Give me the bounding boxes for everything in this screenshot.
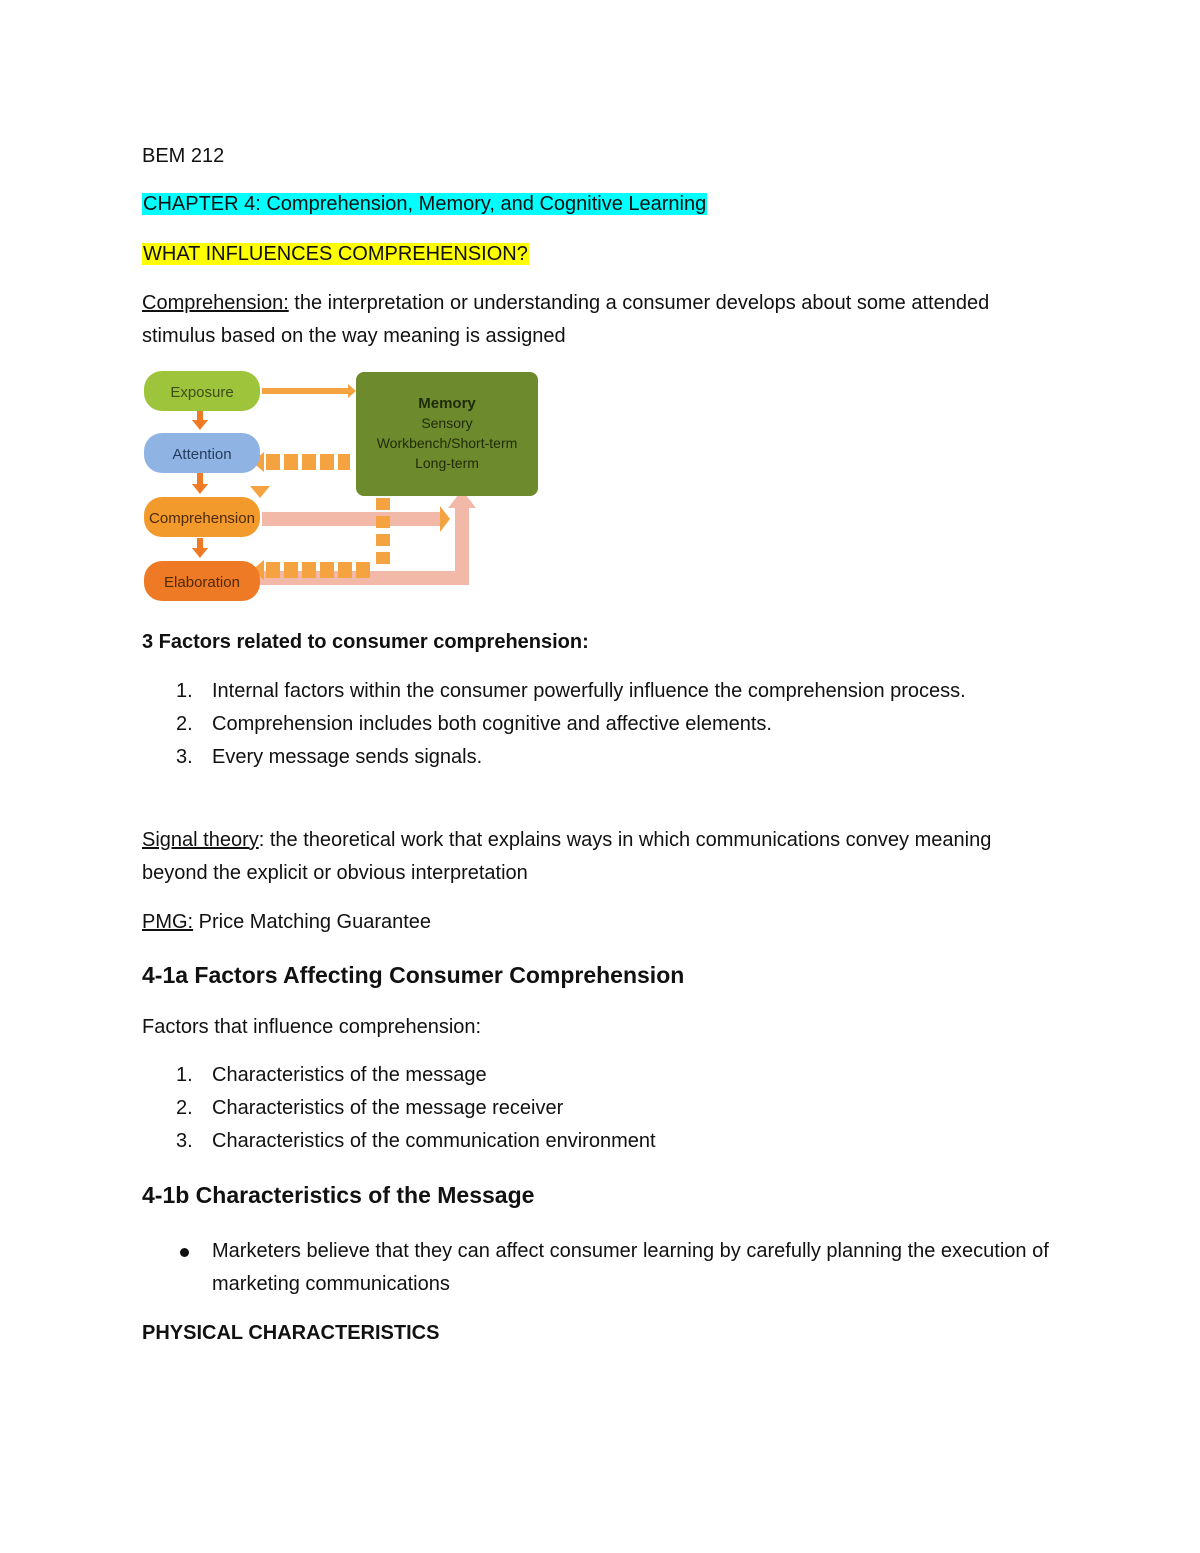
exposure-label: Exposure: [170, 384, 234, 401]
list-item: 1. Characteristics of the message: [176, 1064, 487, 1086]
physical-characteristics-heading: PHYSICAL CHARACTERISTICS: [142, 1322, 440, 1344]
memory-box: [356, 372, 538, 496]
comprehension-term: Comprehension:: [142, 292, 289, 314]
signal-theory-term: Signal theory: [142, 829, 259, 851]
factors-heading: 3 Factors related to consumer comprehension:: [142, 631, 589, 653]
memory-title: Memory: [418, 395, 476, 412]
comprehension-definition: [142, 287, 1062, 353]
signal-theory-text: : the theoretical work that explains ways in which communications convey meaning beyond the explicit or obvious interpretation: [142, 829, 992, 884]
memory-to-attention-arrow: [252, 452, 350, 472]
exposure-arrowhead: [348, 384, 356, 398]
elaboration-label: Elaboration: [164, 574, 240, 591]
pmg-term: PMG:: [142, 911, 194, 933]
chapter-title: [142, 188, 707, 221]
factors-list: [142, 675, 1102, 774]
section-4-1a-heading: 4-1a Factors Affecting Consumer Comprehension: [142, 962, 685, 988]
comprehension-process-diagram: [140, 366, 545, 608]
list-item: 2. Characteristics of the message receiver: [176, 1097, 564, 1119]
memory-line-short-term: Workbench/Short-term: [376, 435, 518, 451]
question-heading-text: WHAT INFLUENCES COMPREHENSION?: [143, 243, 528, 265]
message-bullets: [142, 1235, 1102, 1301]
question-heading: [142, 238, 529, 271]
factor-text: Internal factors within the consumer powerfully influence the comprehension process.: [212, 680, 966, 702]
comprehension-label: Comprehension: [149, 510, 255, 527]
pmg-definition: [142, 906, 431, 939]
factor-text: Every message sends signals.: [212, 746, 483, 768]
memory-line-sensory: Sensory: [421, 415, 473, 431]
comprehension-arrowhead: [440, 506, 450, 532]
factor-item: 1. Internal factors within the consumer powerfully influence the comprehension process.: [176, 680, 966, 702]
chapter-title-text: CHAPTER 4: Comprehension, Memory, and Cognitive Learning: [143, 193, 707, 215]
attention-side-arrow: [250, 486, 270, 498]
comprehension-factors-list: [142, 1059, 1102, 1158]
bullet-icon: [180, 1248, 189, 1257]
course-code: BEM 212: [142, 145, 225, 167]
memory-vertical-dashes: [376, 498, 390, 564]
comprehension-text: the interpretation or understanding a consumer develops about some attended stimulus based on the way meaning is assigned: [142, 292, 990, 347]
signal-theory-definition: [142, 824, 1062, 890]
pmg-text: Price Matching Guarantee: [193, 911, 432, 933]
factor-item: 3. Every message sends signals.: [176, 746, 483, 768]
bullet-item: Marketers believe that they can affect consumer learning by carefully planning the execution of marketing communications: [142, 1235, 1102, 1301]
list-item: 3. Characteristics of the communication environment: [176, 1130, 656, 1152]
factor-text: Comprehension includes both cognitive and affective elements.: [212, 713, 772, 735]
section-4-1b-heading: 4-1b Characteristics of the Message: [142, 1182, 535, 1208]
section-4-1a-intro: Factors that influence comprehension:: [142, 1016, 482, 1038]
factor-item: 2. Comprehension includes both cognitive and affective elements.: [176, 713, 772, 735]
exposure-to-memory-arrow: [262, 388, 350, 394]
memory-line-long-term: Long-term: [415, 455, 479, 471]
comprehension-to-memory-arrow: [262, 512, 442, 526]
attention-label: Attention: [172, 446, 232, 463]
